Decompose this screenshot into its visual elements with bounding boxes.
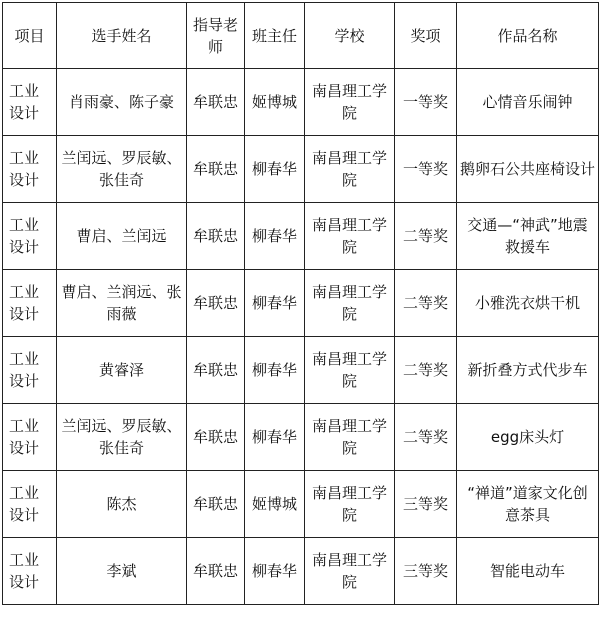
cell-project: 工业设计 bbox=[3, 136, 57, 203]
cell-project: 工业设计 bbox=[3, 404, 57, 471]
cell-school: 南昌理工学院 bbox=[305, 538, 395, 605]
cell-project: 工业设计 bbox=[3, 471, 57, 538]
header-school: 学校 bbox=[305, 3, 395, 69]
cell-head-teacher: 姬博城 bbox=[245, 471, 305, 538]
cell-project: 工业设计 bbox=[3, 203, 57, 270]
cell-head-teacher: 柳春华 bbox=[245, 203, 305, 270]
cell-advisor: 牟联忠 bbox=[187, 538, 245, 605]
cell-advisor: 牟联忠 bbox=[187, 404, 245, 471]
cell-advisor: 牟联忠 bbox=[187, 69, 245, 136]
cell-award: 三等奖 bbox=[395, 471, 457, 538]
cell-advisor: 牟联忠 bbox=[187, 136, 245, 203]
cell-school: 南昌理工学院 bbox=[305, 203, 395, 270]
header-row bbox=[3, 3, 599, 69]
table-row bbox=[3, 270, 599, 337]
cell-work: 小雅洗衣烘干机 bbox=[457, 270, 599, 337]
cell-work: 交通—“神武”地震救援车 bbox=[457, 203, 599, 270]
cell-advisor: 牟联忠 bbox=[187, 337, 245, 404]
table-row bbox=[3, 69, 599, 136]
cell-project: 工业设计 bbox=[3, 270, 57, 337]
cell-work: 心情音乐闹钟 bbox=[457, 69, 599, 136]
table-row bbox=[3, 337, 599, 404]
cell-award: 二等奖 bbox=[395, 270, 457, 337]
cell-head-teacher: 姬博城 bbox=[245, 69, 305, 136]
cell-work: “禅道”道家文化创意茶具 bbox=[457, 471, 599, 538]
cell-project: 工业设计 bbox=[3, 538, 57, 605]
header-award: 奖项 bbox=[395, 3, 457, 69]
cell-head-teacher: 柳春华 bbox=[245, 538, 305, 605]
table-row bbox=[3, 471, 599, 538]
cell-school: 南昌理工学院 bbox=[305, 471, 395, 538]
header-work: 作品名称 bbox=[457, 3, 599, 69]
cell-contestants: 曹启、兰润远、张雨薇 bbox=[57, 270, 187, 337]
cell-school: 南昌理工学院 bbox=[305, 337, 395, 404]
cell-work: 鹅卵石公共座椅设计 bbox=[457, 136, 599, 203]
cell-contestants: 兰闰远、罗辰敏、张佳奇 bbox=[57, 136, 187, 203]
cell-project: 工业设计 bbox=[3, 69, 57, 136]
cell-award: 二等奖 bbox=[395, 203, 457, 270]
cell-contestants: 肖雨豪、陈子豪 bbox=[57, 69, 187, 136]
table-row bbox=[3, 203, 599, 270]
cell-contestants: 陈杰 bbox=[57, 471, 187, 538]
cell-school: 南昌理工学院 bbox=[305, 69, 395, 136]
table-row bbox=[3, 404, 599, 471]
cell-advisor: 牟联忠 bbox=[187, 203, 245, 270]
table-row bbox=[3, 538, 599, 605]
cell-award: 二等奖 bbox=[395, 337, 457, 404]
cell-head-teacher: 柳春华 bbox=[245, 404, 305, 471]
cell-award: 三等奖 bbox=[395, 538, 457, 605]
cell-school: 南昌理工学院 bbox=[305, 136, 395, 203]
header-head-teacher: 班主任 bbox=[245, 3, 305, 69]
cell-project: 工业设计 bbox=[3, 337, 57, 404]
cell-advisor: 牟联忠 bbox=[187, 270, 245, 337]
cell-award: 二等奖 bbox=[395, 404, 457, 471]
cell-work: 智能电动车 bbox=[457, 538, 599, 605]
awards-table bbox=[2, 2, 599, 605]
cell-head-teacher: 柳春华 bbox=[245, 270, 305, 337]
cell-contestants: 李斌 bbox=[57, 538, 187, 605]
cell-contestants: 黄睿泽 bbox=[57, 337, 187, 404]
cell-work: 新折叠方式代步车 bbox=[457, 337, 599, 404]
cell-contestants: 曹启、兰闰远 bbox=[57, 203, 187, 270]
cell-advisor: 牟联忠 bbox=[187, 471, 245, 538]
cell-award: 一等奖 bbox=[395, 136, 457, 203]
cell-school: 南昌理工学院 bbox=[305, 404, 395, 471]
table-row bbox=[3, 136, 599, 203]
cell-school: 南昌理工学院 bbox=[305, 270, 395, 337]
header-contestants: 选手姓名 bbox=[57, 3, 187, 69]
cell-award: 一等奖 bbox=[395, 69, 457, 136]
header-project: 项目 bbox=[3, 3, 57, 69]
cell-head-teacher: 柳春华 bbox=[245, 136, 305, 203]
cell-work: egg床头灯 bbox=[457, 404, 599, 471]
cell-contestants: 兰闰远、罗辰敏、张佳奇 bbox=[57, 404, 187, 471]
header-advisor: 指导老师 bbox=[187, 3, 245, 69]
cell-head-teacher: 柳春华 bbox=[245, 337, 305, 404]
